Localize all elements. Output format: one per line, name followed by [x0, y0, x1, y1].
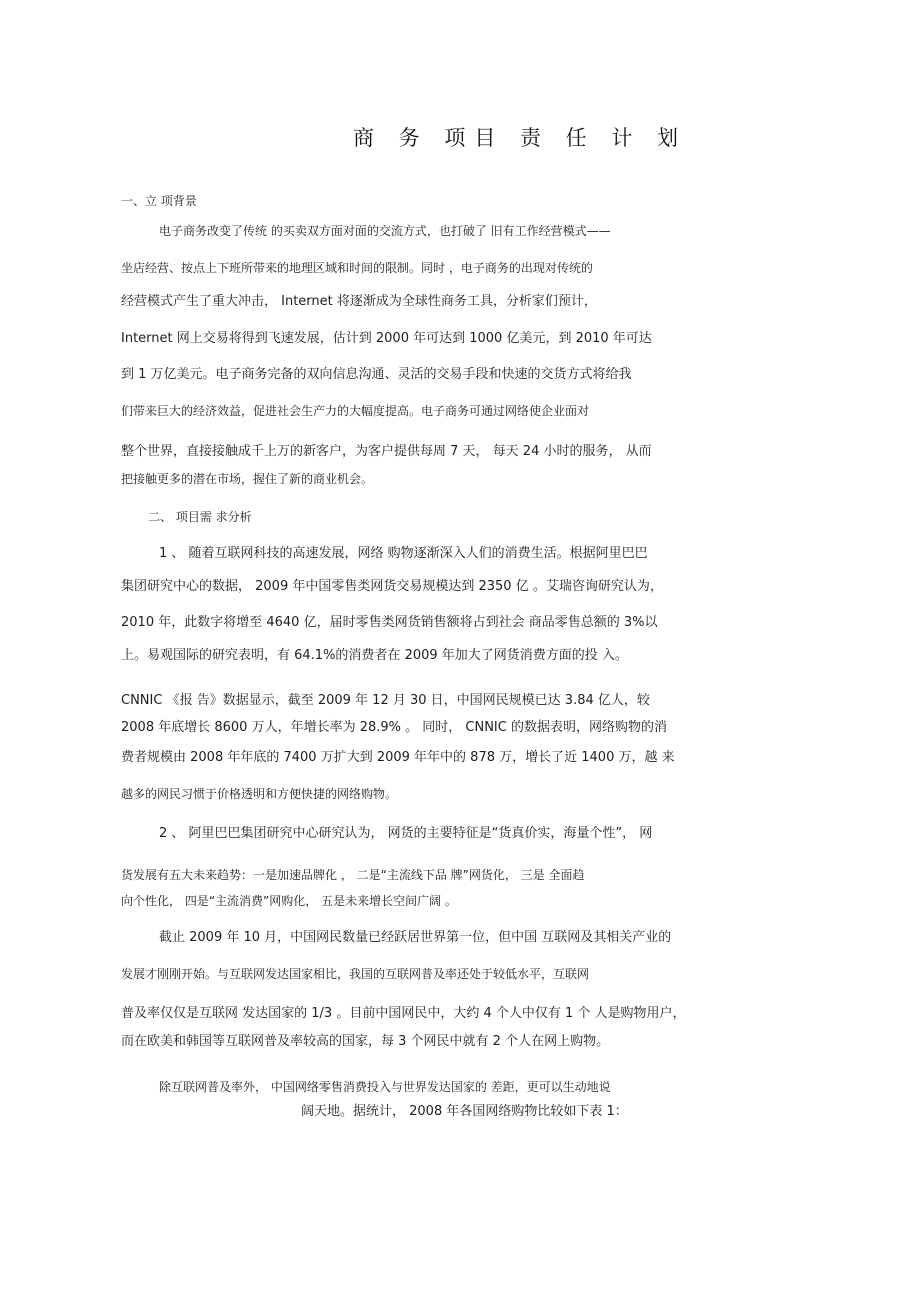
paragraph-line: 费者规模由 2008 年年底的 7400 万扩大到 2009 年年中的 878 万，增长了近 1400 万，越 来 — [121, 750, 675, 765]
paragraph-line: 经营模式产生了重大冲击， Internet 将逐渐成为全球性商务工具，分析家们预计， — [121, 294, 597, 309]
paragraph-line: 坐店经营、按点上下班所带来的地理区域和时间的限制。同时 ，电子商务的出现对传统的 — [121, 261, 593, 275]
section2-heading: 二、 项目需 求分析 — [148, 510, 252, 524]
paragraph-line: 集团研究中心的数据， 2009 年中国零售类网货交易规模达到 2350 亿 。艾瑞咨询研究认为， — [121, 579, 663, 594]
page-title: 商 务 项目 责 任 计 划 — [352, 126, 688, 150]
paragraph-line: 而在欧美和韩国等互联网普及率较高的国家，每 3 个网民中就有 2 个人在网上购物。 — [121, 1034, 610, 1049]
paragraph-line: 把接触更多的潜在市场，握住了新的商业机会。 — [121, 472, 374, 486]
paragraph-line: 除互联网普及率外， 中国网络零售消费投入与世界发达国家的 差距，更可以生动地说 — [159, 1080, 611, 1094]
paragraph-line: 越多的网民习惯于价格透明和方便快捷的网络购物。 — [121, 787, 398, 801]
paragraph-line: 1 、 随着互联网科技的高速发展，网络 购物逐渐深入人们的消费生活。根据阿里巴巴 — [159, 546, 648, 561]
paragraph-line: 整个世界，直接接触成千上万的新客户，为客户提供每周 7 天， 每天 24 小时的服务， 从而 — [121, 444, 652, 459]
paragraph-line: CNNIC 《报 告》数据显示，截至 2009 年 12 月 30 日，中国网民规模已达 3.84 亿人，较 — [121, 693, 650, 708]
paragraph-line: 发展才刚刚开始。与互联网发达国家相比，我国的互联网普及率还处于较低水平，互联网 — [121, 967, 590, 981]
paragraph-line: 们带来巨大的经济效益，促进社会生产力的大幅度提高。电子商务可通过网络使企业面对 — [121, 404, 590, 418]
paragraph-line: 电子商务改变了传统 的买卖双方面对面的交流方式，也打破了 旧有工作经营模式—— — [159, 224, 611, 238]
paragraph-line: 截止 2009 年 10 月，中国网民数量已经跃居世界第一位，但中国 互联网及其相关产业的 — [159, 930, 672, 945]
paragraph-line: 2 、 阿里巴巴集团研究中心研究认为， 网货的主要特征是“货真价实，海量个性”， 网 — [159, 826, 653, 841]
paragraph-line: 货发展有五大未来趋势：一是加速品牌化 ， 二是“主流线下品 牌”网货化， 三是 全面趋 — [121, 868, 585, 882]
paragraph-line: 普及率仅仅是互联网 发达国家的 1/3 。目前中国网民中，大约 4 个人中仅有 1 个 人是购物用户， — [121, 1006, 686, 1021]
paragraph-line: 到 1 万亿美元。电子商务完备的双向信息沟通、灵活的交易手段和快速的交货方式将给我 — [121, 367, 632, 382]
paragraph-line: 2010 年，此数字将增至 4640 亿，届时零售类网货销售额将占到社会 商品零售总额的 3%以 — [121, 615, 658, 630]
paragraph-line: Internet 网上交易将得到飞速发展，估计到 2000 年可达到 1000 亿美元，到 2010 年可达 — [121, 331, 652, 346]
paragraph-line: 向个性化， 四是“主流消费”网购化， 五是未来增长空间广阔 。 — [121, 894, 457, 908]
paragraph-line: 上。易观国际的研究表明，有 64.1%的消费者在 2009 年加大了网货消费方面的投 入。 — [121, 648, 628, 663]
paragraph-line: 阔天地。据统计， 2008 年各国网络购物比较如下表 1： — [301, 1104, 628, 1119]
section1-heading: 一、立 项背景 — [121, 194, 197, 208]
paragraph-line: 2008 年底增长 8600 万人，年增长率为 28.9% 。 同时， CNNIC 的数据表明，网络购物的消 — [121, 720, 667, 735]
